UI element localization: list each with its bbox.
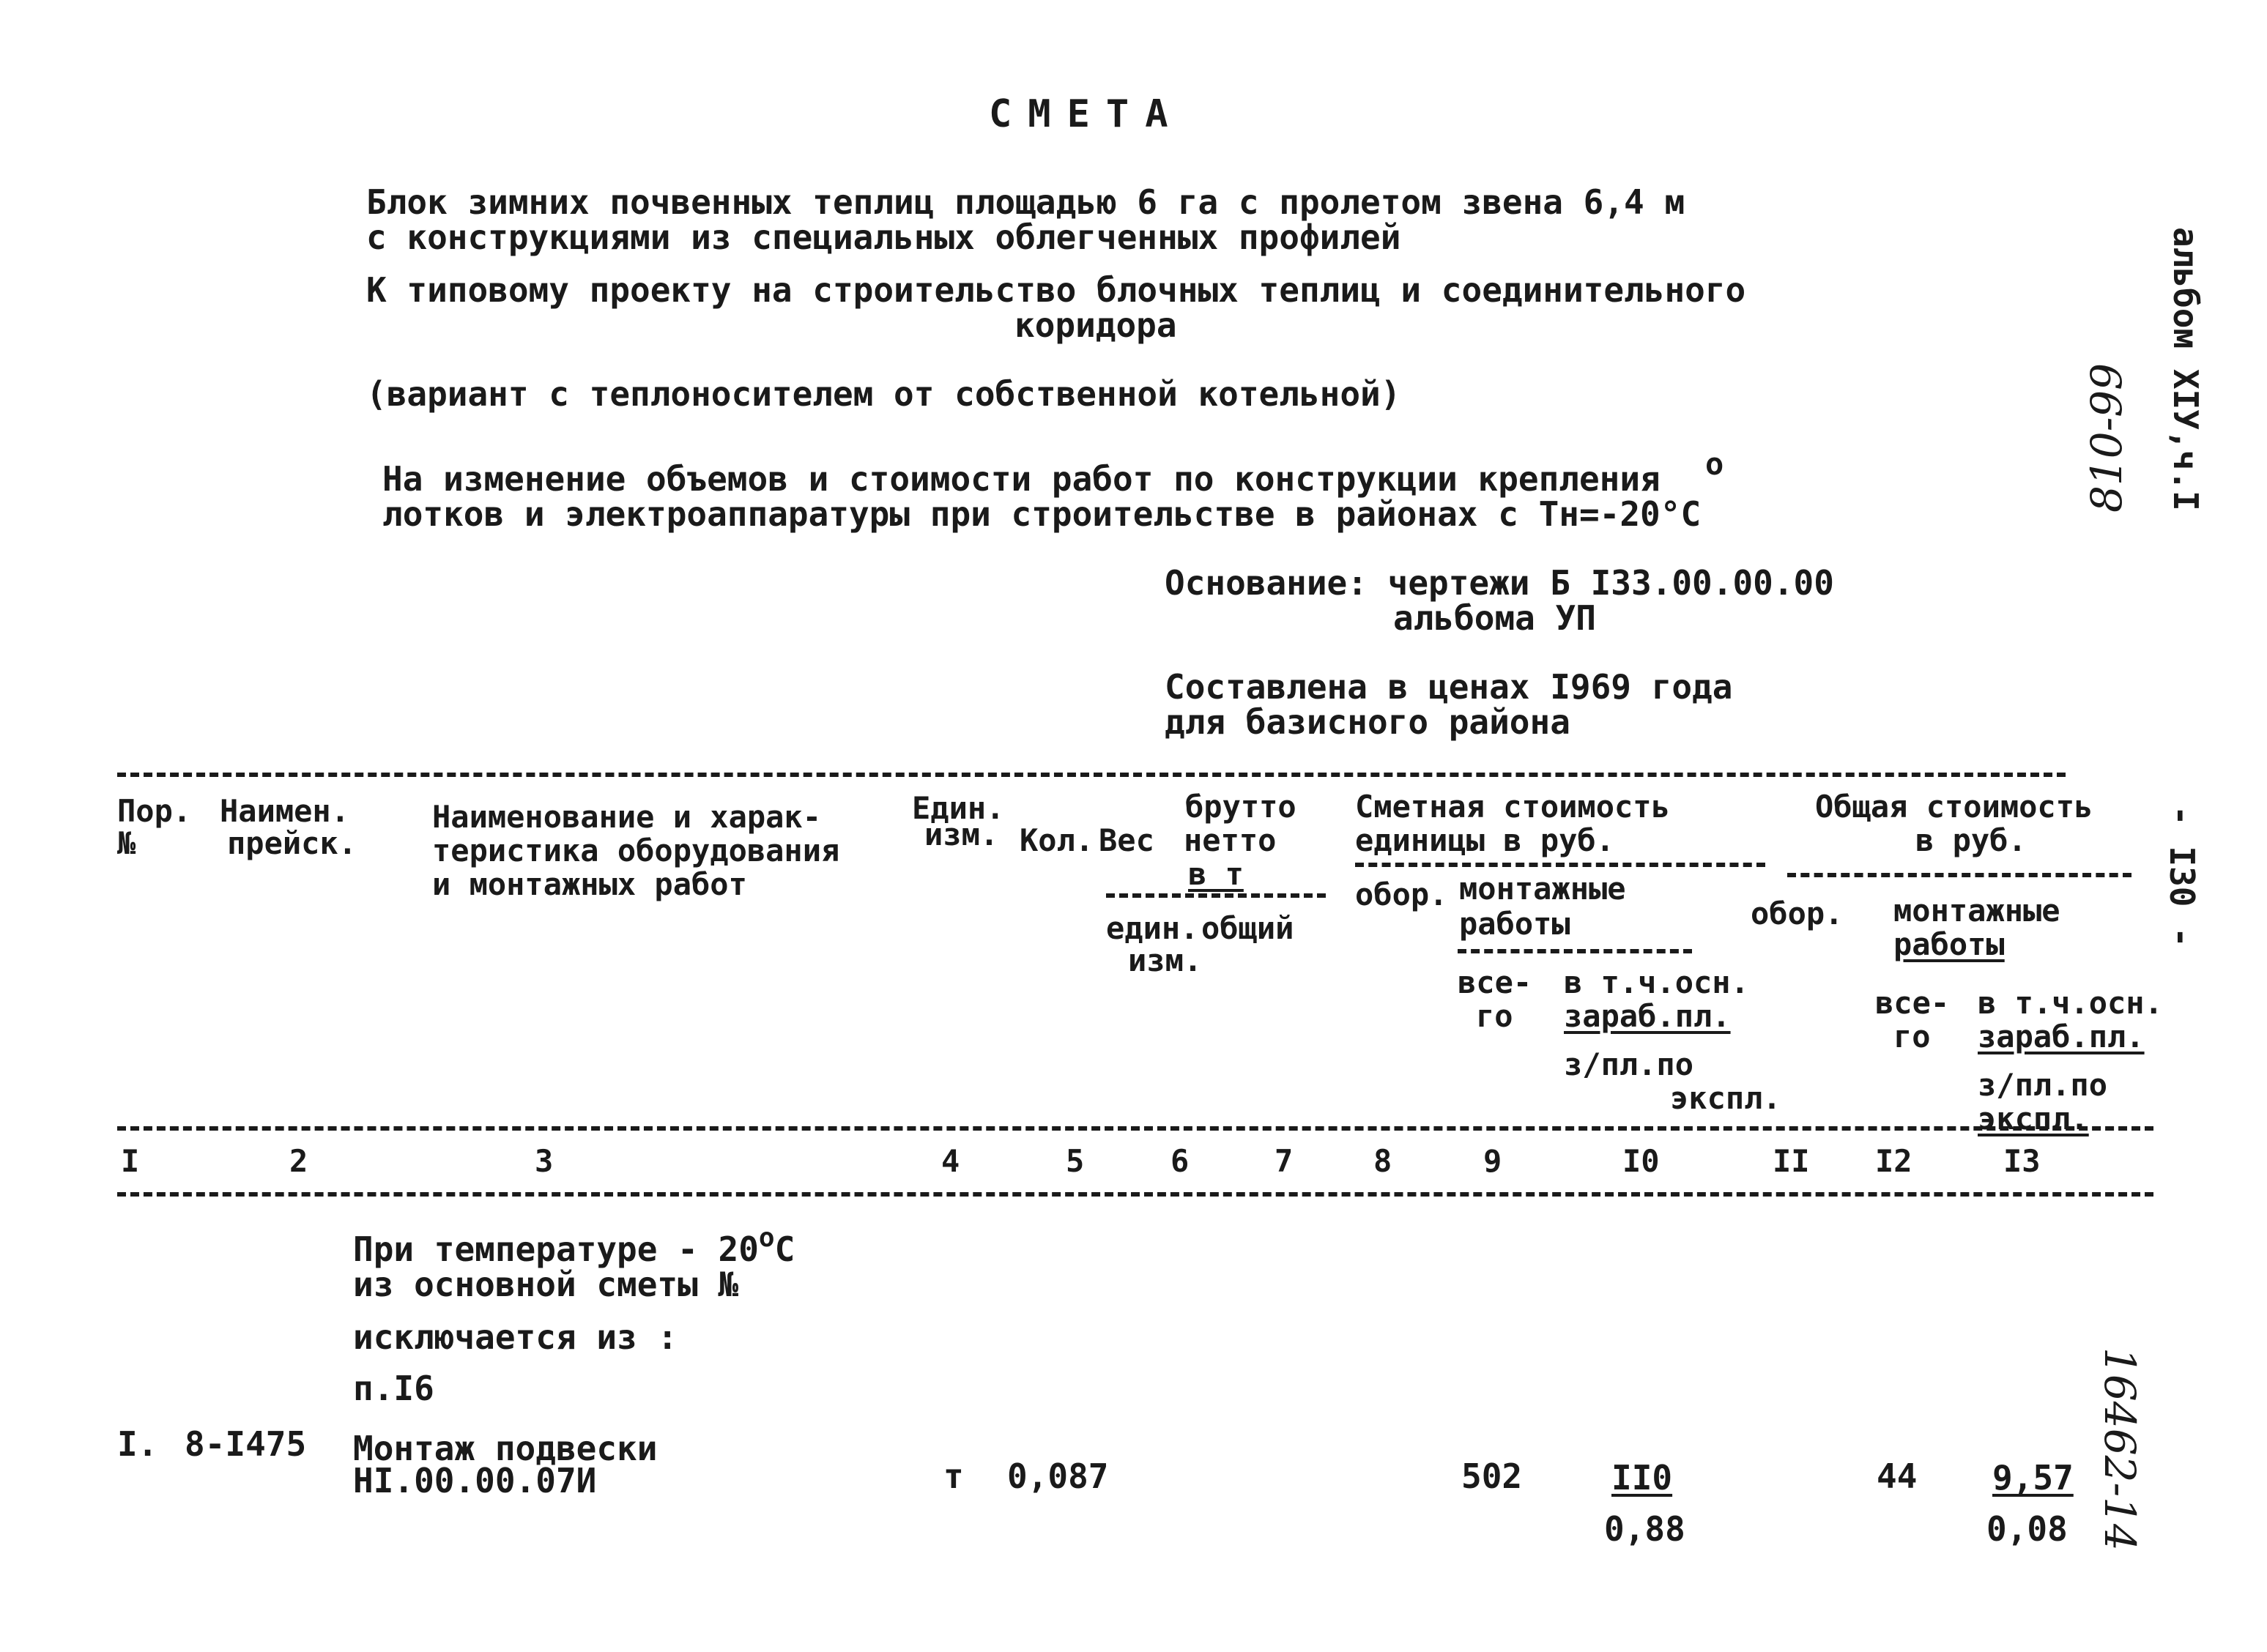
hdr-c1-b: №: [117, 825, 136, 861]
hdr-weight-rule: [1106, 893, 1326, 898]
hdr-c3-c: и монтажных работ: [432, 866, 747, 902]
prices-line-2: для базисного района: [1165, 702, 1570, 742]
col-number: 9: [1483, 1143, 1502, 1179]
hdr-c6: един.: [1106, 910, 1199, 946]
hdr-c2-a: Наимен.: [220, 793, 350, 829]
hdr-c7: общий: [1201, 910, 1294, 946]
col-number: I3: [2003, 1143, 2041, 1179]
hdr-c8: обор.: [1355, 877, 1448, 912]
hdr-total-cost-b: в руб.: [1915, 822, 2027, 858]
hdr-c4-a: Един.: [912, 790, 1005, 826]
row-unit: т: [943, 1456, 964, 1496]
col-number: 6: [1170, 1143, 1190, 1179]
hdr-c3-a: Наименование и харак-: [432, 799, 822, 835]
hdr-c9-10-b: работы: [1459, 906, 1570, 942]
col-number: 7: [1275, 1143, 1294, 1179]
hdr-c11: обор.: [1751, 896, 1844, 931]
hdr-unit-cost-a: Сметная стоимость: [1355, 789, 1670, 825]
col-number: I2: [1875, 1143, 1912, 1179]
col-number: I0: [1622, 1143, 1660, 1179]
project-line-3: К типовому проекту на строительство блочных теплиц и соединительного: [366, 270, 1746, 310]
hdr-c9-10-a: монтажные: [1459, 871, 1626, 907]
row-quantity: 0,087: [1007, 1456, 1109, 1496]
purpose-line-1: На изменение объемов и стоимости работ по конструкции крепления: [382, 459, 1661, 499]
row-operation-wage: 0,88: [1604, 1509, 1685, 1549]
col-number: 5: [1066, 1143, 1085, 1179]
hdr-c2-b: прейск.: [227, 825, 357, 861]
hdr-total-cost-a: Общая стоимость: [1815, 789, 2093, 825]
hdr-c12-13-a: монтажные: [1893, 893, 2060, 929]
col-number: II: [1773, 1143, 1810, 1179]
hdr-c4-b: изм.: [924, 816, 999, 852]
project-line-1: Блок зимних почвенных теплиц площадью 6 га с пролетом звена 6,4 м: [366, 182, 1685, 222]
hdr-c13-a: в т.ч.осн.: [1978, 985, 2163, 1021]
hdr-c9-b: го: [1476, 998, 1513, 1034]
row-install-total: 502: [1461, 1456, 1523, 1496]
section-temp-line: При температуре - $20^оС$: [353, 1223, 795, 1269]
hdr-total-cost-rule: [1787, 873, 2131, 877]
col-number-top-rule: [117, 1126, 2153, 1131]
hdr-c10-c: з/пл.по: [1564, 1046, 1694, 1082]
col-number: 4: [941, 1143, 960, 1179]
row-total-base-wage: 9,57: [1992, 1458, 2074, 1497]
col-number: 2: [289, 1143, 308, 1179]
hdr-in-t: в т: [1188, 856, 1244, 892]
table-top-rule: [117, 773, 2066, 777]
hdr-c12-13-b: работы: [1893, 926, 2005, 962]
hdr-c3-b: теристика оборудования: [432, 833, 840, 868]
inventory-number: 16462-14: [2095, 1347, 2145, 1551]
section-from-estimate: из основной сметы №: [353, 1265, 739, 1304]
hdr-c13-b: зараб.пл.: [1978, 1019, 2145, 1054]
row-price-code: 8-I475: [185, 1424, 307, 1464]
project-line-2: с конструкциями из специальных облегченных профилей: [366, 217, 1401, 257]
hdr-c10-a: в т.ч.осн.: [1564, 964, 1749, 1000]
project-code: 810-99: [2082, 362, 2131, 513]
hdr-c10-b: зараб.пл.: [1564, 998, 1731, 1034]
hdr-c9-a: все-: [1458, 964, 1532, 1000]
hdr-c13-d: экспл.: [1978, 1101, 2089, 1136]
section-excluded: исключается из :: [353, 1317, 678, 1357]
hdr-c9-10-rule: [1458, 949, 1692, 953]
hdr-c12-a: все-: [1875, 985, 1950, 1021]
row-number: I.: [117, 1424, 158, 1464]
row-total-operation-wage: 0,08: [1986, 1509, 2068, 1549]
hdr-net: нетто: [1184, 822, 1277, 858]
project-line-4: коридора: [1014, 305, 1177, 345]
col-number: 3: [535, 1143, 554, 1179]
hdr-unit-cost-rule: [1355, 863, 1765, 867]
purpose-line-2: лотков и электроаппаратуры при строительстве в районах с Тн=-20°С: [382, 494, 1702, 534]
row-name-1: Монтаж подвески: [353, 1429, 658, 1468]
purpose-superscript: о: [1705, 446, 1724, 482]
row-base-wage: II0: [1611, 1458, 1673, 1497]
hdr-gross: брутто: [1185, 789, 1296, 825]
hdr-unit-cost-b: единицы в руб.: [1355, 822, 1615, 858]
col-number-bottom-rule: [117, 1192, 2153, 1197]
variant-line: (вариант с теплоносителем от собственной котельной): [366, 374, 1401, 414]
section-item-ref: п.I6: [353, 1369, 434, 1408]
hdr-c12-b: го: [1893, 1019, 1931, 1054]
hdr-c6-b: изм.: [1128, 942, 1203, 978]
hdr-c1-a: Пор.: [117, 793, 192, 829]
col-number: 8: [1373, 1143, 1392, 1179]
basis-line-2: альбома УП: [1393, 598, 1596, 638]
basis-line-1: Основание: чертежи Б I33.00.00.00: [1165, 563, 1834, 603]
hdr-c13-c: з/пл.по: [1978, 1067, 2108, 1103]
hdr-c5: Кол.: [1020, 822, 1094, 858]
row-name-2: HI.00.00.07И: [353, 1461, 597, 1500]
hdr-c10-d: экспл.: [1670, 1080, 1781, 1116]
page-number: - I30 -: [2162, 805, 2202, 948]
document-title: СМЕТА: [989, 92, 1184, 136]
hdr-weight: Вес: [1099, 822, 1154, 858]
row-total-install: 44: [1877, 1456, 1918, 1496]
prices-line-1: Составлена в ценах I969 года: [1165, 667, 1733, 707]
col-number: I: [121, 1143, 140, 1179]
album-label: альбом ХIУ,ч.I: [2166, 227, 2205, 511]
